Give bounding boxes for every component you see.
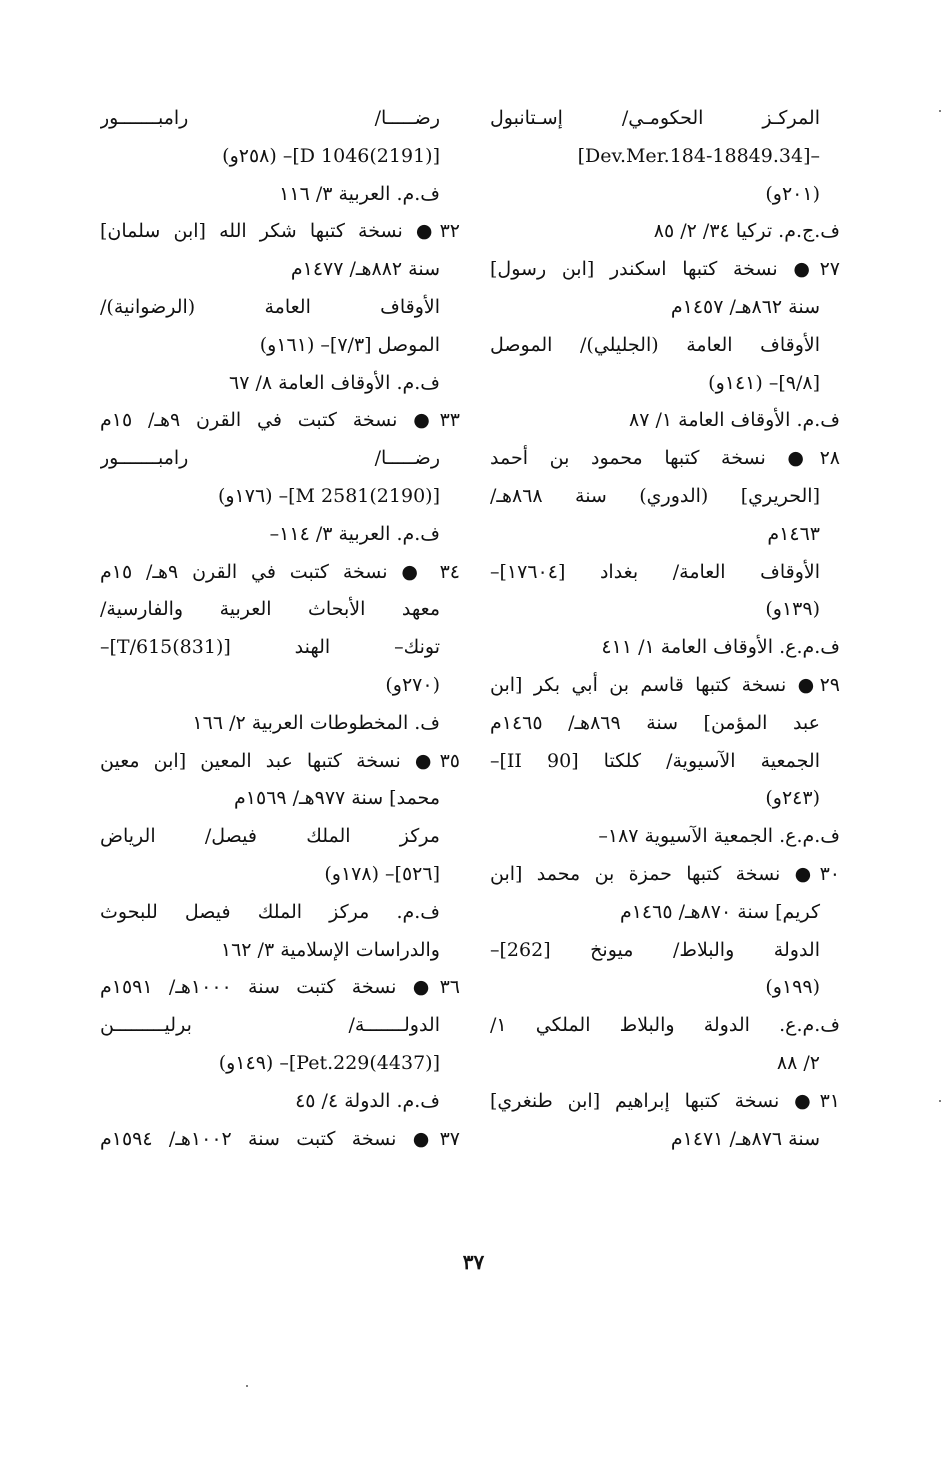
- text-line: ٣٦● نسخة كتبت سنة ١٠٠٠هـ/ ١٥٩١م: [100, 976, 460, 999]
- scan-speck: [939, 1100, 941, 1102]
- text-line: معهد الأبحاث العربية والفارسية/: [100, 598, 440, 621]
- text-line: ف.م. الدولة ٤/ ٤٥: [295, 1089, 440, 1112]
- text-line: ٣٥● نسخة كتبها عبد المعين [ابن معين: [100, 749, 460, 772]
- text-line: سنة ٨٨٢هـ/ ١٤٧٧م: [290, 258, 440, 281]
- text-line: الأوقاف العامة (الجليلي)/ الموصل: [490, 333, 820, 356]
- text-line: ف.م. الأوقاف العامة ١/ ٨٧: [629, 409, 840, 432]
- text-line: –[34.Dev.Mer.184-18849]: [577, 144, 820, 167]
- text-line: تونك– الهند [T/615(831)]–: [100, 636, 440, 659]
- text-line: ٢٨● نسخة كتبها محمود بن أحمد: [490, 447, 840, 470]
- text-line: الجمعية الآسيوية/ كلكتا [90 II]–: [490, 749, 820, 772]
- text-line: الدولة والبلاط/ ميونخ [262]–: [490, 938, 820, 961]
- left-column: [100, 100, 460, 1158]
- text-line: الموصل [٧/٣]– (١٦١و): [259, 333, 440, 356]
- text-line: [الحريري] (الدوري) سنة ٨٦٨هـ/: [490, 484, 820, 507]
- text-line: والدراسات الإسلامية ٣/ ١٦٢: [220, 938, 440, 961]
- text-line: ٣٧● نسخة كتبت سنة ١٠٠٢هـ/ ١٥٩٤م: [100, 1127, 460, 1150]
- text-line: [٥٢٦]– (١٧٨و): [324, 862, 440, 885]
- text-line: ف.م.ع. الأوقاف العامة ١/ ٤١١: [601, 636, 840, 659]
- text-line: [٩/٨]– (١٤١و): [708, 371, 820, 394]
- text-line: محمد] سنة ٩٧٧هـ/ ١٥٦٩م: [234, 787, 440, 810]
- page-number: ٣٧: [462, 1250, 485, 1274]
- text-line: عبد المؤمن] سنة ٨٦٩هـ/ ١٤٦٥م: [490, 711, 820, 734]
- text-line: ٣٤ ● نسخة كتبت في القرن ٩هـ/ ١٥م: [100, 560, 460, 583]
- text-line: ف.م.ع. الدولة والبلاط الملكي ١/: [490, 1014, 840, 1037]
- text-line: (١٣٩و): [765, 598, 820, 621]
- text-line: الأوقاف العامة (الرضوانية)/: [100, 295, 440, 318]
- text-line: ف.ج.م. تركيا ٣٤/ ٢/ ٨٥: [653, 220, 840, 243]
- text-line: سنة ٨٦٢هـ/ ١٤٥٧م: [670, 295, 820, 318]
- scan-speck: [939, 110, 941, 112]
- text-line: (٢٤٣و): [765, 787, 820, 810]
- text-line: ٣١● نسخة كتبها إبراهيم [ابن طنغري]: [490, 1089, 840, 1112]
- text-line: رضـــــا/ رامبـــــــور: [100, 447, 440, 470]
- text-line: ف.م.ع. الجمعية الآسيوية ١٨٧–: [598, 825, 840, 848]
- text-line: المركـز الحكومـي/ إسـتانبول: [490, 107, 820, 129]
- text-line: [M 2581(2190)]– (١٧٦و): [217, 484, 440, 507]
- text-line: ف.م. الأوقاف العامة ٨/ ٦٧: [229, 371, 440, 394]
- text-line: ٣٣● نسخة كتبت في القرن ٩هـ/ ١٥م: [100, 409, 460, 432]
- text-line: (٢٧٠و): [385, 673, 440, 696]
- text-line: سنة ٨٧٦هـ/ ١٤٧١م: [670, 1127, 820, 1150]
- text-line: الدولـــــــة/ برليـــــــــن: [100, 1014, 440, 1037]
- text-line: رضـــــا/ رامبـــــــور: [100, 107, 440, 129]
- text-line: [D 1046(2191)]– (٢٥٨و): [222, 144, 440, 167]
- text-line: ف.م. مركز الملك فيصل للبحوث: [100, 900, 440, 923]
- text-line: الأوقاف العامة/ بغداد [١٧٦٠٤]–: [490, 560, 820, 583]
- scan-speck: [246, 1385, 248, 1387]
- text-line: ف.م. العربية ٣/ ١١٦: [279, 182, 440, 205]
- text-line: ٢٩● نسخة كتبها قاسم بن أبي بكر [ابن: [490, 673, 840, 696]
- text-line: ٣٠● نسخة كتبها حمزة بن محمد [ابن: [490, 862, 840, 885]
- text-line: كريم] سنة ٨٧٠هـ/ ١٤٦٥م: [619, 900, 820, 923]
- right-column: [490, 100, 840, 1158]
- text-line: ف.م. العربية ٣/ ١١٤–: [269, 522, 440, 545]
- text-line: ٢٧● نسخة كتبها اسكندر [ابن رسول]: [490, 258, 840, 281]
- text-line: ٢/ ٨٨: [776, 1051, 820, 1074]
- text-line: (١٩٩و): [765, 976, 820, 999]
- text-line: [Pet.229(4437)]– (١٤٩و): [218, 1051, 440, 1074]
- text-line: ف. المخطوطات العربية ٢/ ١٦٦: [192, 711, 440, 734]
- text-line: ٣٢● نسخة كتبها شكر الله [ابن سلمان]: [100, 220, 460, 243]
- text-line: مركز الملك فيصل/ الرياض: [100, 825, 440, 848]
- text-line: ١٤٦٣م: [767, 522, 820, 545]
- text-line: (٢٠١و): [765, 182, 820, 205]
